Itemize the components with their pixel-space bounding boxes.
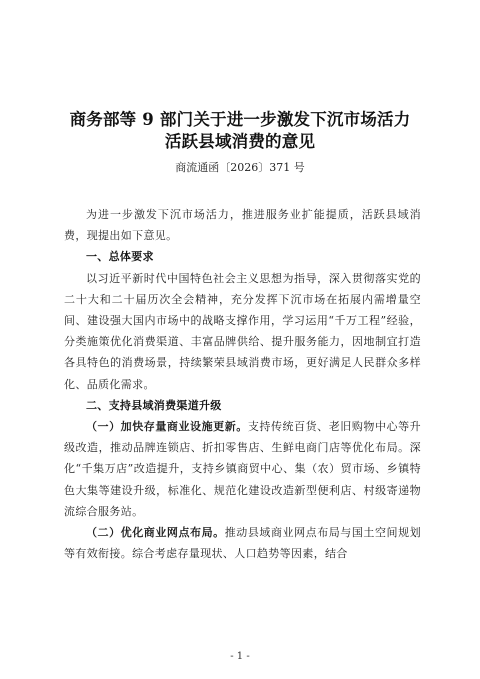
document-title-line-2: 活跃县域消费的意见 <box>164 132 316 151</box>
section-2-item-2-lead: （二）优化商业网点布局。 <box>86 526 225 540</box>
section-2-item-1-lead: （一）加快存量商业设施更新。 <box>86 420 248 434</box>
intro-paragraph: 为进一步激发下沉市场活力，推进服务业扩能提质，活跃县域消费，现提出如下意见。 <box>64 208 421 243</box>
section-1-heading: 一、总体要求 <box>86 250 154 264</box>
section-2-item-2 <box>64 522 421 564</box>
document-body <box>64 204 421 564</box>
section-2-item-1 <box>64 416 421 522</box>
section-2-heading: 二、支持县域消费渠道升级 <box>86 398 222 412</box>
page-number: - 1 - <box>230 651 250 662</box>
document-title-line-1: 商务部等 9 部门关于进一步激发下沉市场活力 <box>69 110 411 129</box>
section-2-item-2-text: 推动县域商业网点布局与国土空间规划等有效衔接。综合考虑存量现状、人口趋势等因素，结合 <box>64 526 422 561</box>
section-1-paragraph: 以习近平新时代中国特色社会主义思想为指导，深入贯彻落实党的二十大和二十届历次全会精神，充分发挥下沉市场在拓展内需增量空间、建设强大国内市场中的战略支撑作用，学习运用“千万工程”经验，分类施策优化消费渠道、丰富品牌供给、提升服务能力，因地制宜打造各具特色的消费场景，持续繁荣县域消费市场，更好满足人民群众多样化、品质化需求。 <box>64 271 421 391</box>
document-number: 商流通函〔2026〕371 号 <box>175 161 305 174</box>
section-2-item-1-text: 支持传统百货、老旧购物中心等升级改造，推动品牌连锁店、折扣零售店、生鲜电商门店等优化布局。深化“千集万店”改造提升，支持乡镇商贸中心、集（农）贸市场、乡镇特色大集等建设升级，标准化、规范化建设改造新型便利店、村级寄递物流综合服务站。 <box>64 420 421 518</box>
